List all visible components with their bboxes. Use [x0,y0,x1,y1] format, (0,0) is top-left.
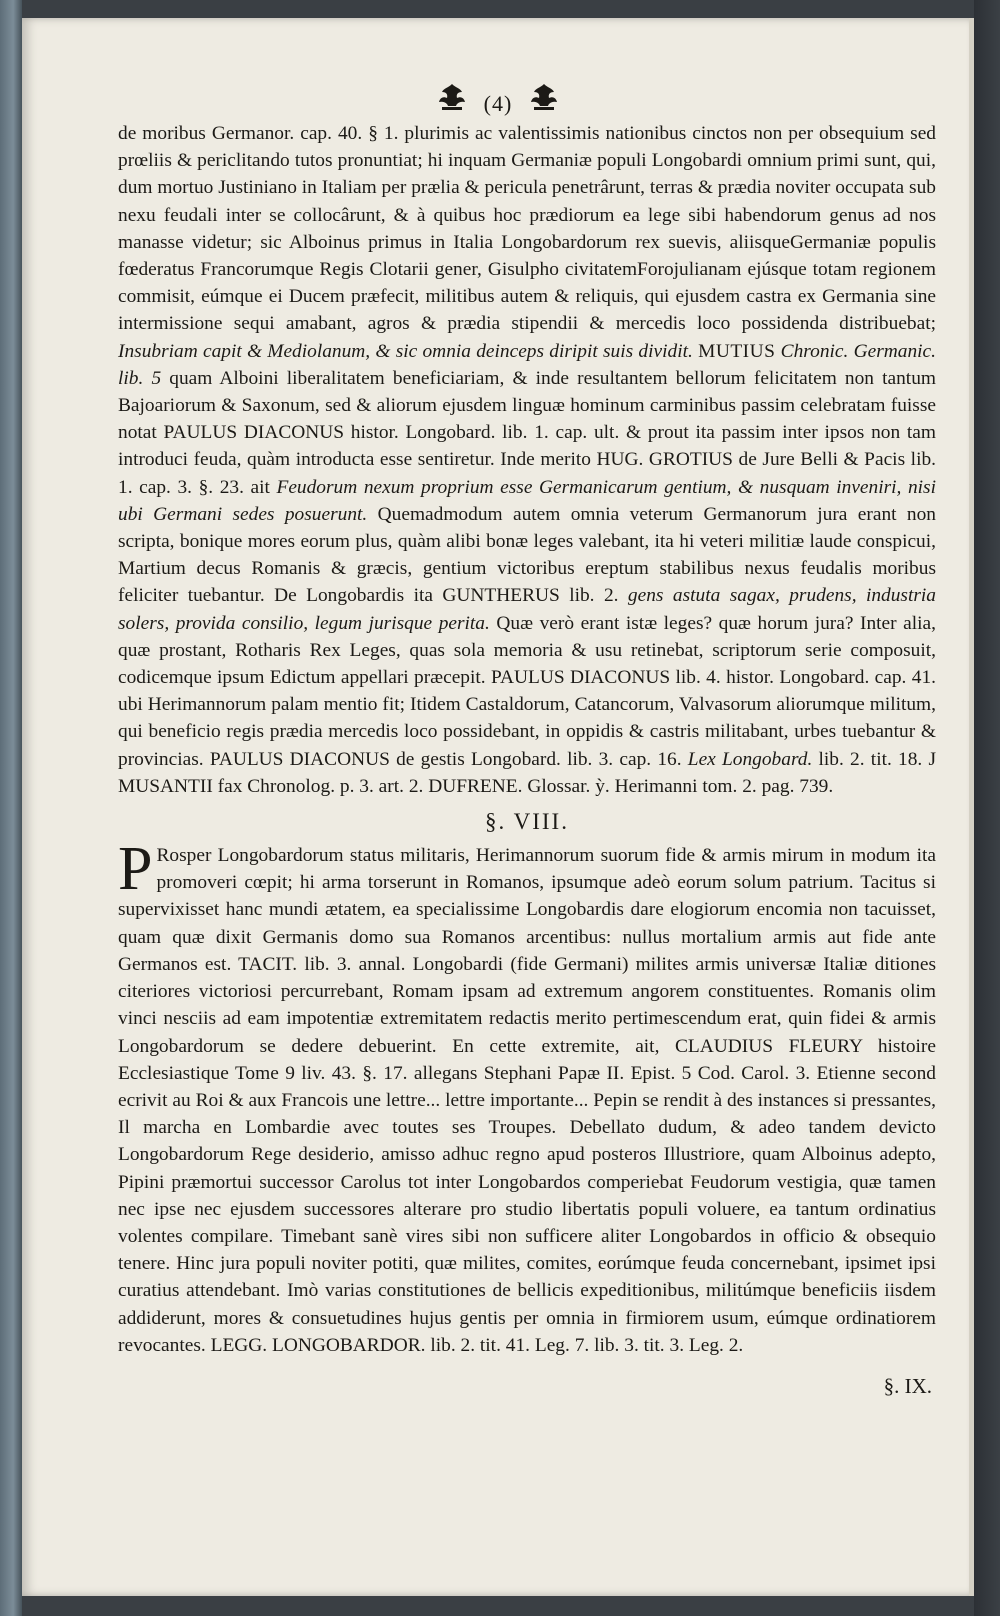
text-run: de moribus Germanor. cap. 40. § 1. plurimis ac valentissimis nationibus cinctos non per obsequium sed prœliis & periclitando tutos pronuntiat; hi inquam Germaniæ populi Longobardi omnium primi sunt, qui, dum mortuo Justiniano in Italiam per prælia & pericula penetrârunt, terras & prædia noviter occupata sub nexu feudali inter se collocârunt, & à quibus hoc prædiorum ea lege sibi habendorum genus ad nos manasse videtur; sic Alboinus primus in Italia Longobardorum rex suevis, aliisqueGermaniæ populis fœderatus Francorumque Regis Clotarii gener, Gisulpho civitatemForojulianam ejúsque totam regionem commisit, eúmque ei Ducem præfecit, militibus autem & reliquis, qui ejusdem castra ex Germania sine intermissione sequi amabant, agros & prædia stipendii & mercedis loco possidenda distribuebat; [118,123,936,335]
page-edge [969,18,974,1596]
text-run: Quæ verò erant istæ leges? quæ horum jura? Inter alia, quæ prostant, Rotharis Rex Leges, quas sola memoria & usu retinebat, scriptorum serie composuit, codicemque ipsum Edictum appellari præcepit. PAULUS DIACONUS lib. 4. histor. Longobard. cap. 41. ubi Herimannorum palam mentio fit; Itidem Castaldorum, Catancorum, Valvasorum aliorumque militum, qui beneficio regis prædia mercedis loco possidebant, in oppidis & castris militabant, urbes tuebantur & provincias. PAULUS DIACONUS de gestis Longobard. lib. 3. cap. 16. [118,612,936,770]
page-header [22,82,974,122]
fleuron-ornament-icon [528,82,560,125]
italic-quote: Feudorum nexum proprium esse Germanicarum gentium, & nusquam inveniri, nisi ubi Germani sedes posuerunt. [118,476,936,525]
scan-background-right [974,0,1000,1616]
author-name: MUTIUS [698,340,776,362]
text-run: quam Alboini liberalitatem beneficiariam, & inde resultantem bellorum felicitatem non tantum Bajoariorum & Saxonum, sed & aliorum ejusdem linguæ hominum carminibus passim celebratam fuisse notat PAULUS DIACONUS histor. Longobard. lib. 1. cap. ult. & prout ita passim inter ipsos non tam introduci feuda, quàm introducta esse sentiretur. Inde merito HUG. GROTIUS de Jure Belli & Pacis lib. 1. cap. 3. §. 23. ait [118,367,936,498]
section-heading: §. VIII. [485,809,569,835]
drop-cap: P [118,835,153,904]
text-run: Rosper Longobardorum status militaris, Herimannorum suorum fide & armis mirum in modum ita promoveri cœpit; hi arma torserunt in Romanos, ipsumque adeò eorum solum patrium. Tacitus si supervixisset hanc mundi ætatem, ea specialissime Longobardis dare elogiorum encomia non tacuisset, quam quæ dixit Germanis domo sua Romanos arcentibus: nullus mortalium armis aut fide ante Germanos est. TACIT. lib. 3. annal. Longobardi (fide Germani) milites armis universæ Italiæ ditiones citeriores victoriosi percurrebant, Romam ipsam ad extremum angorem constituentes. Romanis olim vinci nesciis ad eam impotentiæ extremitatem redactis merito pertimescendum erat, quin fidei & armis Longobardorum se dedere debuerint. En cette extremite, ait, CLAUDIUS FLEURY histoire Ecclesiastique Tome 9 liv. 43. §. 17. allegans Stephani Papæ II. Epist. 5 Cod. Carol. 3. Etienne second ecrivit au Roi & aux Francois une lettre... lettre importante... Pepin se rendit à des instances si pressantes, Il marcha en Lombardie avec toutes ses Troupes. Debellato dudum, & adeo tandem devicto Longobardorum Rege desiderio, amisso adhuc regno apud posteros Illustriore, quam Alboinus adepto, Pipini præmortui successor Carolus tot inter Longobardos comperiebat Feudorum vestigia, quæ tamen nec ipse nec ejusdem successores alterare pro studio libertatis populi voluere, ea tantum ordinatius volentes compilare. Timebant sanè vires sibi non sufficere aliter Longobardos in officio & obsequio tenere. Hinc jura populi noviter potiti, quæ milites, comites, eorúmque feuda concernebant, ipsimet ipsi curatius attendebant. Imò varias constitutiones de bellicis expeditionibus, militúmque beneficiis iisdem addiderunt, mores & consuetudines hujus gentis per omnia in firmiorem usum, eúmque ordinatiorem revocantes. LEGG. LONGOBARDOR. lib. 2. tit. 41. Leg. 7. lib. 3. tit. 3. Leg. 2. [118,845,936,1356]
paragraph-2 [118,835,936,1359]
paragraph-1 [118,120,936,800]
italic-citation: Lex Longobard. [687,748,813,770]
page-body [118,120,936,1400]
italic-quote: Insubriam capit & Mediolanum, & sic omnia deinceps diripit suis dividit. [118,340,693,362]
italic-citation: Chronic. Germanic. lib. 5 [118,340,936,389]
text-run: lib. 2. tit. 18. J MUSANTII fax Chronolog. p. 3. art. 2. DUFRENE. Glossar. ỳ. Herimanni tom. 2. pag. 739. [118,748,937,797]
page-number: (4) [483,90,513,116]
text-run: Quemadmodum autem omnia veterum Germanorum jura erant non scripta, bonique mores eorum plus, quàm alibi bonæ leges valebant, ita hi veteri militiæ laude conspicui, Martium decus Romanis & græcis, gentium victoribus ereptum stabilibus nexus feudalis moribus feliciter tuebantur. De Longobardis ita GUNTHERUS lib. 2. [118,503,936,607]
scan-background-left [0,0,22,1616]
catchword: §. IX. [883,1373,932,1398]
book-page [22,18,974,1596]
italic-quote: gens astuta sagax, prudens, industria solers, provida consilio, legum jurisque perita. [118,585,936,634]
fleuron-ornament-icon [436,82,468,125]
